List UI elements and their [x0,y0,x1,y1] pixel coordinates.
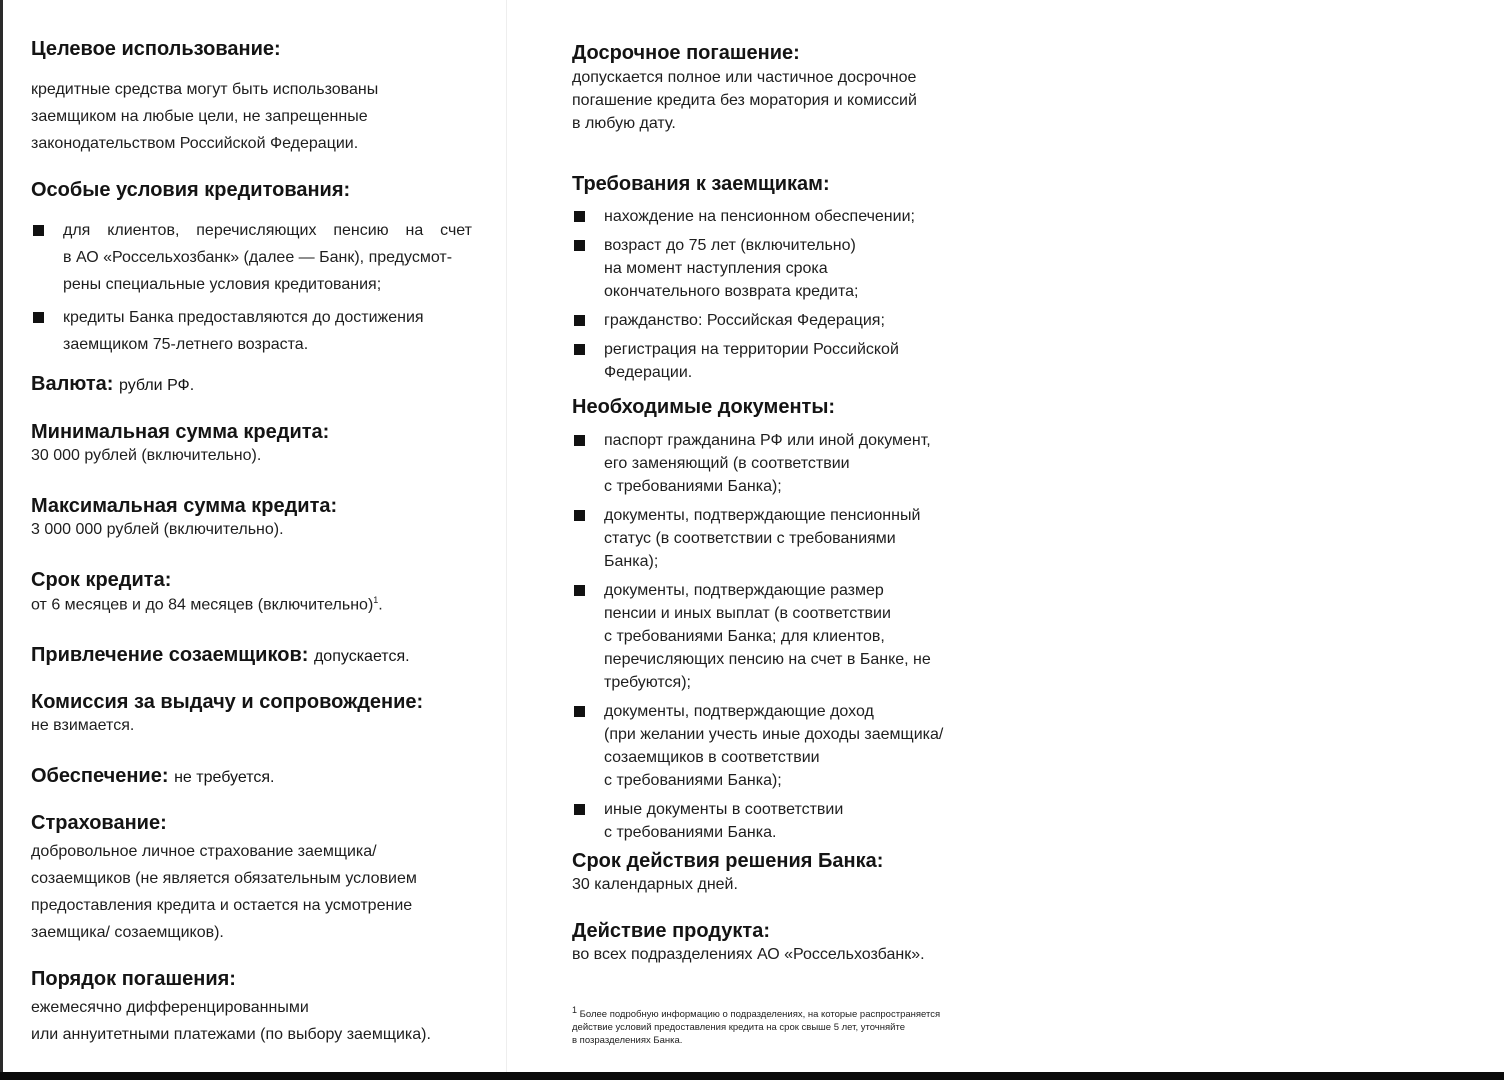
text-line: добровольное личное страхование заемщика/ [31,843,377,860]
text-line: документы, подтверждающие доход [604,703,874,720]
footnote-line: действие условий предоставления кредита на срок свыше 5 лет, уточняйте [572,1022,905,1034]
text-line: ежемесячно дифференцированными [31,999,309,1016]
section-title: Максимальная сумма кредита: [31,495,338,517]
text-line: заемщиком 75-летнего возраста. [63,336,309,353]
section-purpose [31,36,481,157]
footnote-mark: 1 [572,1005,578,1015]
text-line: для клиентов, перечисляющих пенсию на счет [63,222,472,239]
page-fold-line [506,0,507,1072]
text-line: нахождение на пенсионном обеспечении; [604,208,915,225]
section-title: Срок действия решения Банка: [572,850,884,872]
list-item [31,217,481,298]
section-requirements [572,171,992,384]
title-text: Обеспечение: [31,765,169,787]
section-title: Требования к заемщикам: [572,173,830,195]
section-text [31,994,481,1048]
title-text: Привлечение созаемщиков: [31,644,309,666]
section-title: Комиссия за выдачу и сопровождение: [31,691,424,713]
section-value: 3 000 000 рублей (включительно). [31,521,284,538]
bullet-square-icon [574,804,585,815]
term-end: . [378,596,383,614]
text-line: требуются); [604,674,691,691]
text-line: рены специальные условия кредитования; [63,276,382,293]
section-documents [572,394,992,844]
bullet-square-icon [574,240,585,251]
section-max-sum [31,493,481,539]
text-line: гражданство: Российская Федерация; [604,312,885,329]
text-line: созаемщиков (не является обязательным условием [31,870,417,887]
bullet-list [572,205,992,384]
list-item [572,205,992,228]
section-value: 30 календарных дней. [572,876,738,893]
text-line: на момент наступления срока [604,260,828,277]
bullet-square-icon [574,344,585,355]
text-line: статус (в соответствии с требованиями [604,530,896,547]
section-currency [31,371,481,399]
bullet-square-icon [33,312,44,323]
section-value [31,595,481,614]
list-item [572,309,992,332]
section-title [31,642,481,670]
text-line: иные документы в соответствии [604,801,844,818]
list-item [572,700,992,792]
text-line: его заменяющий (в соответствии [604,455,850,472]
section-value: во всех подразделениях АО «Россельхозбанк». [572,946,925,963]
scan-bottom-strip [0,1072,1504,1080]
section-decision-term [572,848,992,894]
text-line: с требованиями Банка. [604,824,777,841]
section-insurance [31,810,481,946]
bullet-square-icon [574,510,585,521]
section-title: Целевое использование: [31,38,281,60]
section-coborrowers [31,642,481,670]
bullet-square-icon [574,315,585,326]
text-line: законодательством Российской Федерации. [31,135,359,152]
bullet-list [31,217,481,358]
text-line: перечисляющих пенсию на счет в Банке, не [604,651,931,668]
text-line: регистрация на территории Российской [604,341,899,358]
section-title: Действие продукта: [572,920,770,942]
section-text [31,76,481,157]
section-title: Необходимые документы: [572,396,836,418]
list-item [572,504,992,573]
list-item [31,304,481,358]
footnote-line: в позразделениях Банка. [572,1035,683,1047]
section-value: 30 000 рублей (включительно). [31,447,262,464]
text-line: или аннуитетными платежами (по выбору заемщика). [31,1026,431,1043]
bullet-square-icon [33,225,44,236]
section-value: не взимается. [31,717,135,734]
text-line: заемщиком на любые цели, не запрещенные [31,108,368,125]
text-line: окончательного возврата кредита; [604,283,859,300]
text-line: кредитные средства могут быть использованы [31,81,379,98]
bullet-square-icon [574,211,585,222]
section-title: Досрочное погашение: [572,42,800,64]
list-item [572,338,992,384]
text-line: кредиты Банка предоставляются до достижения [63,309,424,326]
text-line: допускается полное или частичное досрочное [572,69,917,86]
term-text: от 6 месяцев и до 84 месяцев (включительно) [31,596,374,614]
text-line: созаемщиков в соответствии [604,749,820,766]
section-title [31,763,481,791]
footnote-text: Более подробную информацию о подразделениях, на которые распространяется [579,1009,941,1021]
section-early-repayment [572,40,992,135]
section-title: Порядок погашения: [31,968,236,990]
text-line: Банка); [604,553,659,570]
text-line: (при желании учесть иные доходы заемщика/ [604,726,944,743]
section-commission [31,689,481,735]
text-line: предоставления кредита и остается на усмотрение [31,897,413,914]
section-min-sum [31,419,481,465]
text-line: с требованиями Банка; для клиентов, [604,628,885,645]
footnote-mark: 1 [373,595,379,605]
text-line: с требованиями Банка); [604,772,782,789]
section-value: допускается. [313,648,410,665]
section-term [31,567,481,614]
text-line: документы, подтверждающие размер [604,582,884,599]
section-security [31,763,481,791]
section-title: Страхование: [31,812,167,834]
title-text: Валюта: [31,373,114,395]
section-title [31,371,481,399]
text-line: паспорт гражданина РФ или иной документ, [604,432,931,449]
section-value: рубли РФ. [119,377,195,394]
page-left-edge [0,0,3,1072]
list-item [572,579,992,694]
text-line: документы, подтверждающие пенсионный [604,507,921,524]
footnote [572,1004,992,1047]
text-line: пенсии и иных выплат (в соответствии [604,605,891,622]
section-title: Срок кредита: [31,569,172,591]
bullet-square-icon [574,706,585,717]
section-repayment [31,966,481,1048]
list-item [572,234,992,303]
section-text [572,66,992,135]
text-line: в любую дату. [572,115,676,132]
text-line: с требованиями Банка); [604,478,782,495]
section-value: не требуется. [174,769,275,786]
text-line: Федерации. [604,364,693,381]
section-special-conditions [31,177,481,358]
bullet-list [572,429,992,844]
bullet-square-icon [574,585,585,596]
text-line: заемщика/ созаемщиков). [31,924,224,941]
section-product [572,918,992,964]
text-line: погашение кредита без моратория и комиссий [572,92,917,109]
bullet-square-icon [574,435,585,446]
section-title: Особые условия кредитования: [31,179,351,201]
section-text [31,838,481,946]
section-title: Минимальная сумма кредита: [31,421,330,443]
list-item [572,798,992,844]
text-line: возраст до 75 лет (включительно) [604,237,856,254]
footnote-line [572,1004,992,1021]
text-line: в АО «Россельхозбанк» (далее — Банк), предусмот- [63,249,453,266]
list-item [572,429,992,498]
